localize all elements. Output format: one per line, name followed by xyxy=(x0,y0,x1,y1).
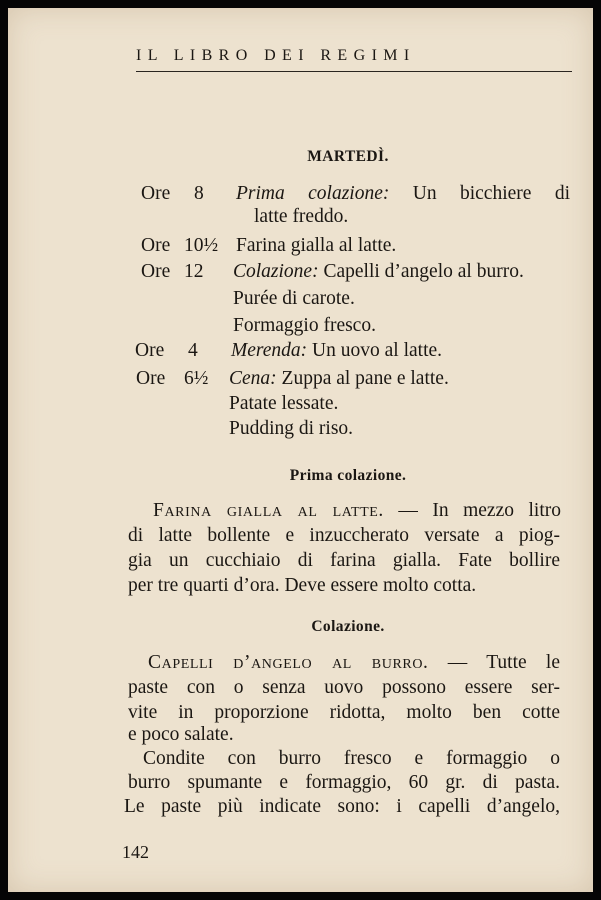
menu-extra-5b: Pudding di riso. xyxy=(229,418,354,439)
paragraph-line: Le paste più indicate sono: i capelli d’angelo, xyxy=(124,796,560,817)
paragraph-line xyxy=(148,652,560,674)
header-rule xyxy=(136,71,572,72)
menu-extra-5a: Patate lessate. xyxy=(229,393,339,414)
running-head: IL LIBRO DEI REGIMI xyxy=(136,47,416,64)
page-number: 142 xyxy=(122,842,149,862)
paragraph-line: di latte bollente e inzuccherato versate a piog- xyxy=(128,525,560,546)
menu-label-4: Merenda: xyxy=(231,340,308,361)
paragraph-line xyxy=(153,500,561,522)
section-title-colazione: Colazione. xyxy=(311,618,385,635)
recipe-lead-capelli: Capelli d’angelo al burro. xyxy=(148,652,429,673)
paragraph-line-text: — Tutte le xyxy=(428,652,560,673)
menu-hour-4: 4 xyxy=(188,340,198,361)
menu-text-5: Zuppa al pane e latte. xyxy=(281,368,449,389)
menu-ore-3: Ore xyxy=(141,261,171,282)
menu-ore-2: Ore xyxy=(141,235,171,256)
menu-label-1: Prima colazione: xyxy=(236,183,390,204)
menu-extra-3b: Formaggio fresco. xyxy=(233,315,376,336)
menu-ore-1: Ore xyxy=(141,183,171,204)
paragraph-line: paste con o senza uovo possono essere ser- xyxy=(128,677,560,698)
menu-hour-3: 12 xyxy=(184,261,204,282)
menu-label-3: Colazione: xyxy=(233,261,319,282)
paragraph-line: e poco salate. xyxy=(128,724,234,745)
menu-ore-5: Ore xyxy=(136,368,166,389)
menu-text-3: Capelli d’angelo al burro. xyxy=(323,261,524,282)
paragraph-line: burro spumante e formaggio, 60 gr. di pasta. xyxy=(128,772,560,793)
menu-label-5: Cena: xyxy=(229,368,277,389)
menu-extra-3a: Purée di carote. xyxy=(233,288,355,309)
menu-cont-1: latte freddo. xyxy=(254,206,349,227)
menu-hour-2: 10½ xyxy=(184,235,219,256)
paragraph-line-text: — In mezzo litro xyxy=(383,500,561,521)
menu-ore-4: Ore xyxy=(135,340,165,361)
menu-text-1: Un bicchiere di xyxy=(412,183,570,204)
menu-hour-1: 8 xyxy=(194,183,204,204)
paragraph-line: gia un cucchiaio di farina gialla. Fate bollire xyxy=(128,550,560,571)
menu-text-4: Un uovo al latte. xyxy=(312,340,443,361)
day-title: MARTEDÌ. xyxy=(307,148,389,165)
paragraph-line: Condite con burro fresco e formaggio o xyxy=(143,748,560,769)
recipe-lead-farina: Farina gialla al latte. xyxy=(153,500,384,521)
menu-text-2: Farina gialla al latte. xyxy=(236,235,397,256)
menu-hour-5: 6½ xyxy=(184,368,209,389)
paragraph-line: per tre quarti d’ora. Deve essere molto cotta. xyxy=(128,575,477,596)
section-title-prima-colazione: Prima colazione. xyxy=(289,467,407,484)
paragraph-line: vite in proporzione ridotta, molto ben cotte xyxy=(128,702,560,723)
